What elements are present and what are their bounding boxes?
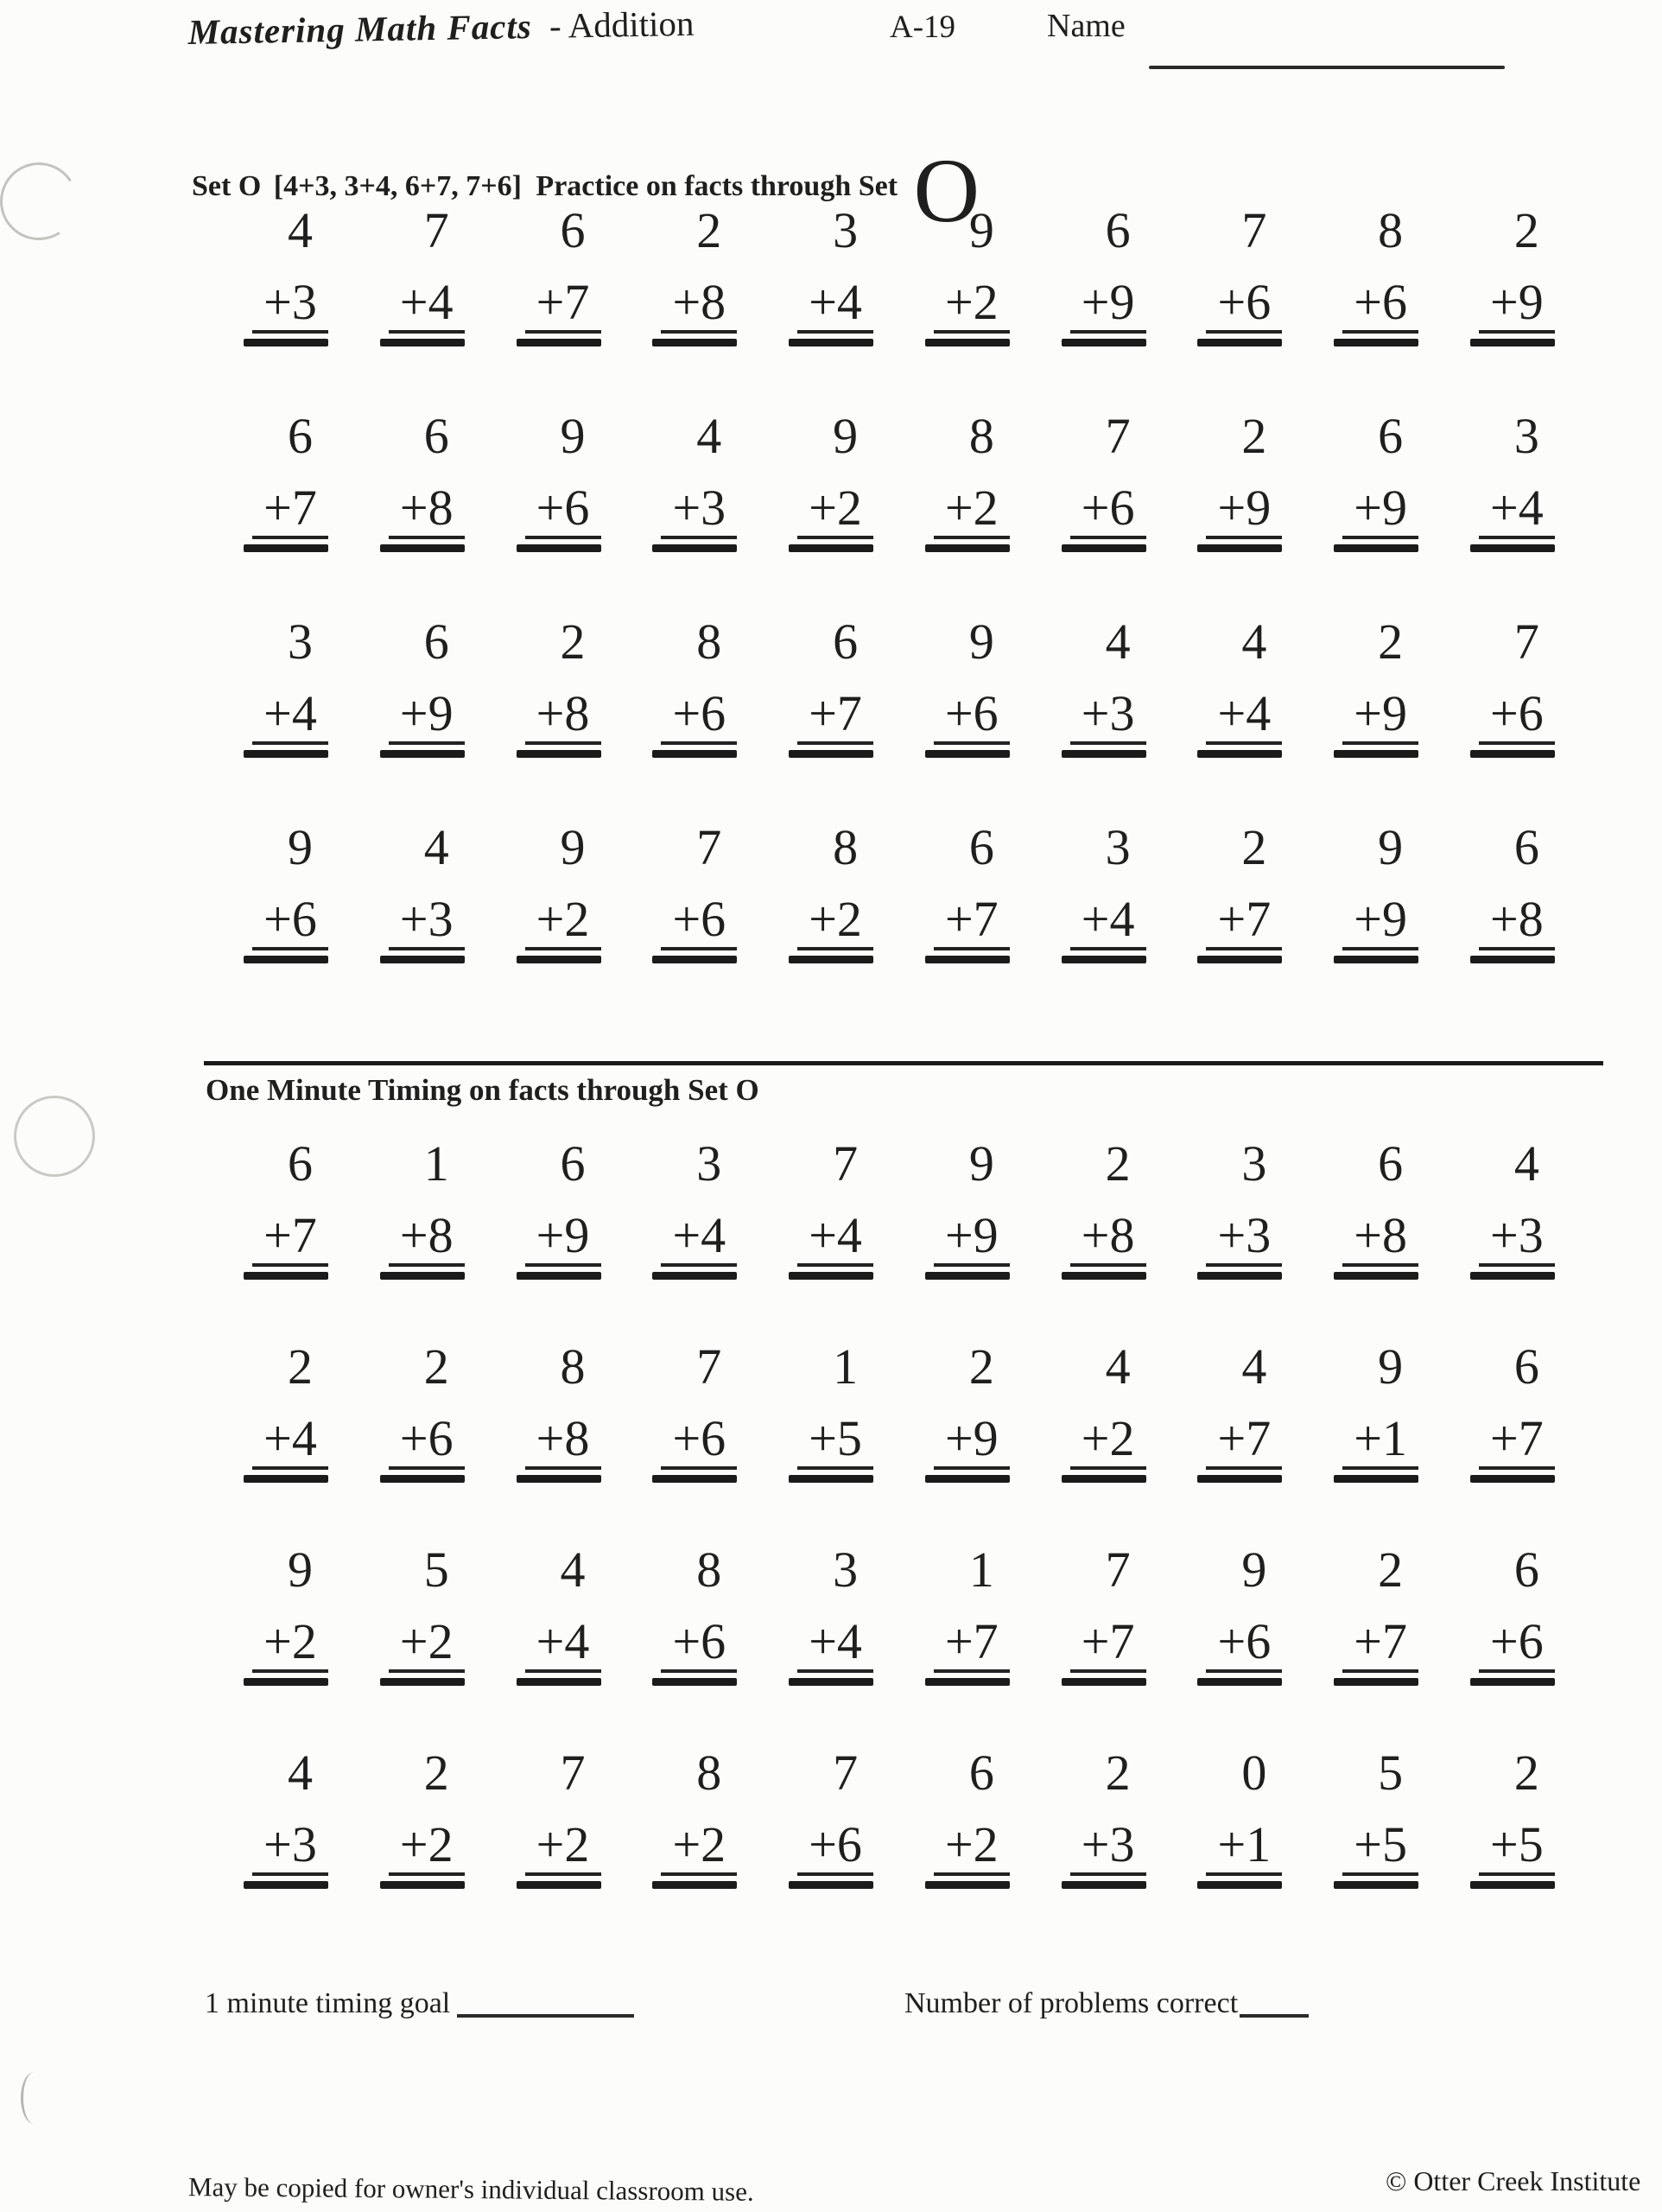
- bottom-addend: +7: [1342, 1617, 1418, 1673]
- bottom-addend: +8: [525, 1414, 601, 1470]
- top-addend: 9: [1378, 1338, 1404, 1395]
- top-addend: 3: [833, 202, 859, 258]
- bottom-addend: +2: [525, 1820, 601, 1876]
- addition-problem: [378, 1338, 465, 1483]
- top-addend: 6: [1105, 202, 1131, 258]
- bottom-addend: +6: [252, 894, 328, 950]
- answer-line: [652, 1475, 737, 1483]
- bottom-addend: +9: [525, 1211, 601, 1267]
- top-addend: 6: [968, 1745, 994, 1801]
- addition-problem: [378, 1541, 465, 1686]
- answer-line: [244, 1272, 328, 1280]
- answer-line: [1062, 1678, 1146, 1686]
- problems-correct-blank: [1240, 2014, 1309, 2018]
- addition-problem: [1469, 1745, 1555, 1889]
- addition-problem: [1469, 1338, 1555, 1483]
- bottom-addend: +3: [661, 483, 737, 539]
- top-addend: 7: [1513, 613, 1539, 670]
- answer-line: [1197, 1881, 1282, 1889]
- bottom-addend: +6: [1070, 483, 1146, 539]
- bottom-addend: +2: [252, 1617, 328, 1673]
- top-addend: 3: [1513, 408, 1539, 464]
- bottom-addend: +2: [525, 894, 601, 950]
- top-addend: 4: [1241, 1338, 1267, 1395]
- top-addend: 8: [696, 613, 722, 670]
- top-addend: 2: [560, 613, 586, 670]
- bottom-addend: +6: [661, 689, 737, 745]
- addition-problem: [923, 1541, 1010, 1686]
- bottom-addend: +8: [1342, 1211, 1418, 1267]
- top-addend: 5: [423, 1541, 449, 1598]
- bottom-addend: +3: [252, 1820, 328, 1876]
- bottom-addend: +6: [934, 689, 1010, 745]
- top-addend: 6: [1513, 819, 1539, 875]
- bottom-addend: +7: [934, 894, 1010, 950]
- answer-line: [652, 1881, 737, 1889]
- top-addend: 6: [1378, 1135, 1404, 1192]
- top-addend: 3: [833, 1541, 859, 1598]
- top-addend: 9: [968, 1135, 994, 1192]
- bottom-addend: +4: [1206, 689, 1282, 745]
- bottom-addend: +7: [1070, 1617, 1146, 1673]
- answer-line: [380, 1272, 465, 1280]
- answer-line: [1470, 1272, 1555, 1280]
- copy-permission-notice: May be copied for owner's individual classroom use.: [187, 2171, 754, 2207]
- top-addend: 3: [288, 613, 313, 670]
- title-subject: - Addition: [549, 3, 695, 46]
- top-addend: 7: [833, 1745, 859, 1801]
- top-addend: 9: [560, 408, 586, 464]
- top-addend: 6: [288, 408, 313, 464]
- top-addend: 6: [423, 613, 449, 670]
- top-addend: 7: [696, 1338, 722, 1395]
- top-addend: 1: [833, 1338, 859, 1395]
- practice-instruction: Practice on facts through Set: [536, 170, 898, 202]
- top-addend: 7: [1241, 202, 1267, 258]
- top-addend: 8: [696, 1745, 722, 1801]
- bottom-addend: +9: [934, 1414, 1010, 1470]
- bottom-addend: +6: [797, 1820, 873, 1876]
- timing-goal-text: 1 minute timing goal: [205, 1987, 451, 2019]
- top-addend: 2: [968, 1338, 994, 1395]
- bottom-addend: +8: [1479, 894, 1555, 950]
- top-addend: 8: [560, 1338, 586, 1395]
- answer-line: [517, 1272, 601, 1280]
- addition-problem: [515, 1135, 601, 1280]
- addition-problem: [1196, 1541, 1282, 1686]
- addition-problem: [1332, 1745, 1418, 1889]
- bottom-addend: +9: [389, 689, 465, 745]
- bottom-addend: +6: [1206, 277, 1282, 334]
- bottom-addend: +7: [252, 1211, 328, 1267]
- bottom-addend: +3: [1070, 689, 1146, 745]
- bottom-addend: +5: [1479, 1820, 1555, 1876]
- top-addend: 9: [1241, 1541, 1267, 1598]
- bottom-addend: +6: [525, 483, 601, 539]
- top-addend: 8: [833, 819, 859, 875]
- addition-problem: [787, 1541, 873, 1686]
- addition-problem: [1332, 1135, 1418, 1280]
- top-addend: 4: [1105, 613, 1131, 670]
- bottom-addend: +6: [1479, 1617, 1555, 1673]
- answer-line: [1062, 1475, 1146, 1483]
- top-addend: 2: [1378, 1541, 1404, 1598]
- bottom-addend: +8: [661, 277, 737, 334]
- top-addend: 5: [1378, 1745, 1404, 1801]
- top-addend: 2: [1241, 408, 1267, 464]
- bottom-addend: +4: [252, 689, 328, 745]
- bottom-addend: +4: [1479, 483, 1555, 539]
- bottom-addend: +4: [1070, 894, 1146, 950]
- addition-problem: [378, 1135, 465, 1280]
- top-addend: 9: [1378, 819, 1404, 875]
- answer-line: [789, 1475, 873, 1483]
- bottom-addend: +2: [389, 1617, 465, 1673]
- answer-line: [1062, 1881, 1146, 1889]
- bottom-addend: +6: [1479, 689, 1555, 745]
- bottom-addend: +4: [525, 1617, 601, 1673]
- top-addend: 0: [1241, 1745, 1267, 1801]
- bottom-addend: +9: [1070, 277, 1146, 334]
- addition-problem: [1332, 1541, 1418, 1686]
- top-addend: 7: [423, 202, 449, 258]
- top-addend: 8: [696, 1541, 722, 1598]
- top-addend: 7: [1105, 1541, 1131, 1598]
- bottom-addend: +9: [1479, 277, 1555, 334]
- addition-problem: [1469, 1541, 1555, 1686]
- bottom-addend: +9: [1342, 689, 1418, 745]
- bottom-addend: +2: [797, 894, 873, 950]
- bottom-addend: +9: [1342, 894, 1418, 950]
- addition-problem: [515, 1541, 601, 1686]
- answer-line: [1334, 1475, 1418, 1483]
- answer-line: [789, 1881, 873, 1889]
- top-addend: 6: [1513, 1338, 1539, 1395]
- addition-problem: [515, 1745, 601, 1889]
- bottom-addend: +5: [797, 1414, 873, 1470]
- top-addend: 6: [423, 408, 449, 464]
- bottom-addend: +8: [1070, 1211, 1146, 1267]
- top-addend: 2: [1105, 1745, 1131, 1801]
- top-addend: 6: [1378, 408, 1404, 464]
- top-addend: 6: [1513, 1541, 1539, 1598]
- addition-problem: [1060, 1541, 1146, 1686]
- timing-goal-label: [205, 1987, 634, 2020]
- problem-row: [242, 1338, 1555, 1483]
- bottom-addend: +3: [1206, 1211, 1282, 1267]
- problem-row: [242, 1745, 1555, 1889]
- bottom-addend: +2: [661, 1820, 737, 1876]
- timing-goal-blank: [457, 2014, 634, 2018]
- top-addend: 1: [968, 1541, 994, 1598]
- top-addend: 9: [968, 202, 994, 258]
- scan-smudge-mark: [21, 2072, 48, 2124]
- top-addend: 1: [423, 1135, 449, 1192]
- addition-problem: [1196, 1135, 1282, 1280]
- top-addend: 6: [560, 202, 586, 258]
- top-addend: 4: [696, 408, 722, 464]
- answer-line: [517, 1881, 601, 1889]
- bottom-addend: +7: [797, 689, 873, 745]
- top-addend: 6: [968, 819, 994, 875]
- bottom-addend: +4: [252, 1414, 328, 1470]
- bottom-addend: +7: [525, 277, 601, 334]
- bottom-addend: +9: [1206, 483, 1282, 539]
- addition-problem: [515, 1338, 601, 1483]
- bottom-addend: +7: [1206, 894, 1282, 950]
- bottom-addend: +7: [252, 483, 328, 539]
- top-addend: 7: [560, 1745, 586, 1801]
- bottom-addend: +8: [525, 689, 601, 745]
- bottom-addend: +3: [389, 894, 465, 950]
- bottom-addend: +2: [389, 1820, 465, 1876]
- bottom-addend: +8: [389, 1211, 465, 1267]
- bottom-addend: +6: [661, 1617, 737, 1673]
- bottom-addend: +2: [934, 1820, 1010, 1876]
- bottom-addend: +2: [934, 277, 1010, 334]
- answer-line: [244, 1881, 328, 1889]
- answer-line: [380, 1678, 465, 1686]
- bottom-addend: +7: [934, 1617, 1010, 1673]
- top-addend: 9: [288, 819, 313, 875]
- addition-problem: [1060, 1745, 1146, 1889]
- addition-problem: [923, 1135, 1010, 1280]
- top-addend: 6: [288, 1135, 313, 1192]
- answer-line: [652, 1678, 737, 1686]
- top-addend: 7: [833, 1135, 859, 1192]
- addition-problem: [923, 1745, 1010, 1889]
- addition-problem: [1332, 1338, 1418, 1483]
- addition-problem: [242, 1541, 328, 1686]
- answer-line: [925, 1678, 1010, 1686]
- answer-line: [1470, 1678, 1555, 1686]
- top-addend: 2: [423, 1338, 449, 1395]
- addition-problem: [1060, 1135, 1146, 1280]
- addition-problem: [787, 1338, 873, 1483]
- top-addend: 2: [423, 1745, 449, 1801]
- addition-problem: [787, 1135, 873, 1280]
- bottom-addend: +4: [797, 277, 873, 334]
- addition-problem: [242, 1745, 328, 1889]
- addition-problem: [923, 1338, 1010, 1483]
- addition-problem: [650, 1541, 737, 1686]
- answer-line: [1334, 1881, 1418, 1889]
- bottom-addend: +6: [1206, 1617, 1282, 1673]
- addition-problem: [378, 1745, 465, 1889]
- bottom-addend: +9: [1342, 483, 1418, 539]
- answer-line: [1470, 1475, 1555, 1483]
- addition-problem: [1469, 1135, 1555, 1280]
- bottom-addend: +6: [661, 894, 737, 950]
- top-addend: 3: [1105, 819, 1131, 875]
- top-addend: 8: [968, 408, 994, 464]
- bottom-addend: +1: [1342, 1414, 1418, 1470]
- top-addend: 7: [1105, 408, 1131, 464]
- top-addend: 3: [696, 1135, 722, 1192]
- bottom-addend: +6: [661, 1414, 737, 1470]
- answer-line: [652, 1272, 737, 1280]
- top-addend: 6: [560, 1135, 586, 1192]
- answer-line: [925, 1881, 1010, 1889]
- top-addend: 7: [696, 819, 722, 875]
- addition-problem: [1060, 1338, 1146, 1483]
- answer-line: [925, 1475, 1010, 1483]
- top-addend: 2: [1378, 613, 1404, 670]
- addition-problem: [242, 1338, 328, 1483]
- top-addend: 2: [1513, 1745, 1539, 1801]
- problems-correct-text: Number of problems correct: [904, 1987, 1239, 2019]
- top-addend: 2: [1241, 819, 1267, 875]
- bottom-addend: +3: [252, 277, 328, 334]
- bottom-addend: +7: [1479, 1414, 1555, 1470]
- bottom-addend: +7: [1206, 1414, 1282, 1470]
- bottom-addend: +3: [1070, 1820, 1146, 1876]
- addition-problem: [650, 1338, 737, 1483]
- addition-problem: [650, 1745, 737, 1889]
- problem-row: [242, 1541, 1555, 1686]
- answer-line: [1197, 1678, 1282, 1686]
- bottom-addend: +6: [1342, 277, 1418, 334]
- set-big-letter: O: [913, 140, 980, 241]
- top-addend: 4: [1105, 1338, 1131, 1395]
- bottom-addend: +5: [1342, 1820, 1418, 1876]
- answer-line: [380, 1881, 465, 1889]
- bottom-addend: +3: [1479, 1211, 1555, 1267]
- top-addend: 4: [1513, 1135, 1539, 1192]
- top-addend: 8: [1378, 202, 1404, 258]
- answer-line: [244, 1475, 328, 1483]
- bottom-addend: +2: [934, 483, 1010, 539]
- top-addend: 9: [560, 819, 586, 875]
- addition-problem: [1196, 1338, 1282, 1483]
- top-addend: 4: [288, 202, 313, 258]
- bottom-addend: +2: [1070, 1414, 1146, 1470]
- top-addend: 4: [288, 1745, 313, 1801]
- bottom-addend: +4: [389, 277, 465, 334]
- answer-line: [1470, 1881, 1555, 1889]
- answer-line: [380, 1475, 465, 1483]
- problem-row: [242, 1135, 1555, 1280]
- answer-line: [789, 1678, 873, 1686]
- bottom-addend: +4: [797, 1617, 873, 1673]
- bottom-addend: +6: [389, 1414, 465, 1470]
- set-label: Set O: [192, 170, 262, 202]
- addition-problem: [1196, 1745, 1282, 1889]
- top-addend: 2: [288, 1338, 313, 1395]
- addition-problem: [650, 1135, 737, 1280]
- answer-line: [1197, 1272, 1282, 1280]
- answer-line: [1062, 1272, 1146, 1280]
- hole-punch-mark: [14, 1096, 95, 1177]
- top-addend: 4: [1241, 613, 1267, 670]
- top-addend: 2: [1513, 202, 1539, 258]
- answer-line: [517, 1678, 601, 1686]
- bottom-addend: +9: [934, 1211, 1010, 1267]
- top-addend: 9: [833, 408, 859, 464]
- top-addend: 4: [560, 1541, 586, 1598]
- bottom-addend: +8: [389, 483, 465, 539]
- facts-list: [4+3, 3+4, 6+7, 7+6]: [273, 170, 522, 202]
- answer-line: [1334, 1678, 1418, 1686]
- top-addend: 4: [423, 819, 449, 875]
- copyright-notice: © Otter Creek Institute: [1386, 2165, 1641, 2196]
- timing-section-heading: One Minute Timing on facts through Set O: [206, 1073, 759, 1107]
- answer-line: [1197, 1475, 1282, 1483]
- answer-line: [925, 1272, 1010, 1280]
- top-addend: 2: [1105, 1135, 1131, 1192]
- bottom-addend: +2: [797, 483, 873, 539]
- bottom-addend: +4: [661, 1211, 737, 1267]
- answer-line: [789, 1272, 873, 1280]
- name-label: Name: [1047, 8, 1126, 44]
- answer-line: [244, 1678, 328, 1686]
- top-addend: 2: [696, 202, 722, 258]
- answer-line: [517, 1475, 601, 1483]
- top-addend: 6: [833, 613, 859, 670]
- top-addend: 9: [288, 1541, 313, 1598]
- bottom-addend: +4: [797, 1211, 873, 1267]
- answer-line: [1334, 1272, 1418, 1280]
- top-addend: 3: [1241, 1135, 1267, 1192]
- problems-correct-label: [904, 1987, 1309, 2020]
- top-addend: 9: [968, 613, 994, 670]
- bottom-addend: +1: [1206, 1820, 1282, 1876]
- title-series: Mastering Math Facts: [187, 6, 533, 52]
- addition-problem: [787, 1745, 873, 1889]
- page-code: A-19: [890, 10, 956, 45]
- addition-problem: [242, 1135, 328, 1280]
